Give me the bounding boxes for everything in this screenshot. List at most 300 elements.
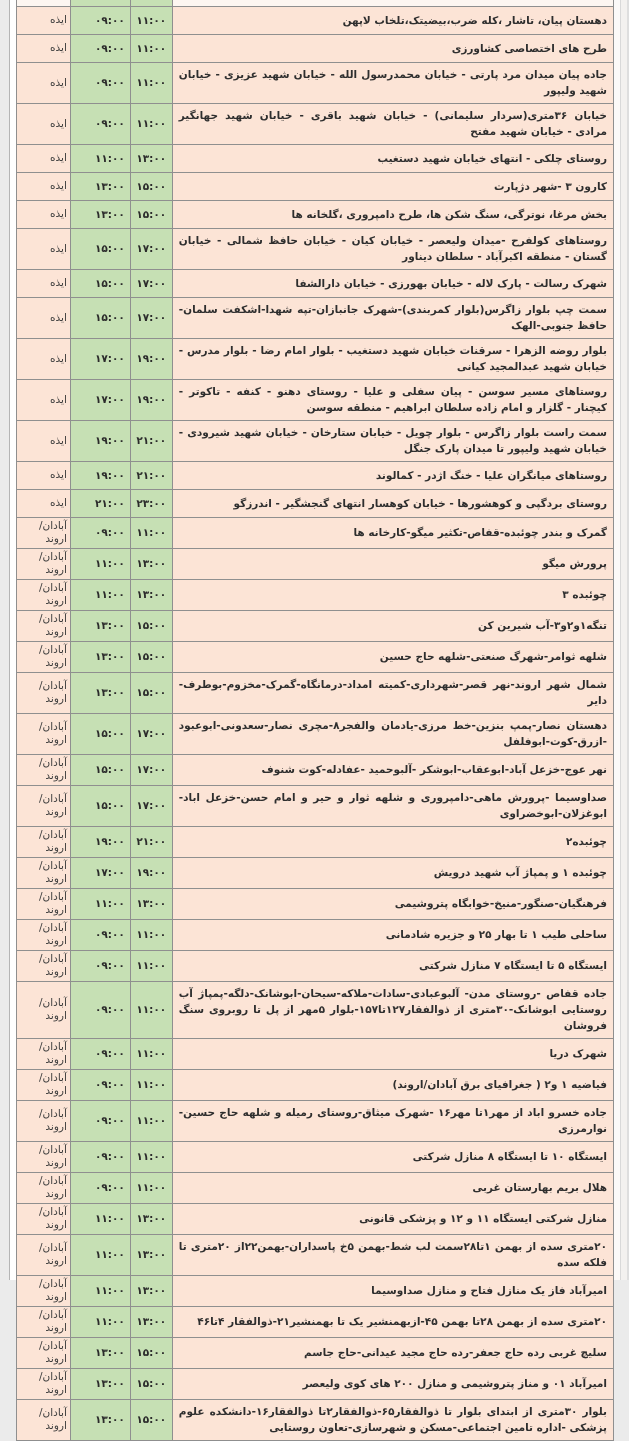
area-cell <box>173 7 614 34</box>
end-time-cell <box>131 339 173 379</box>
area-cell <box>173 1039 614 1069</box>
start-time-cell <box>71 1276 131 1306</box>
area-label: ساحلی طیب ۱ تا بهار ۲۵ و جزیره شادمانی <box>385 929 607 941</box>
city-cell <box>17 1400 71 1440</box>
end-time-label: ۲۱:۰۰ <box>136 469 167 482</box>
city-label: آبادان/اروند <box>39 644 67 669</box>
city-cell <box>17 63 71 103</box>
city-label: ایذه <box>50 469 67 481</box>
end-time-cell <box>131 951 173 981</box>
area-cell <box>173 104 614 144</box>
end-time-label: ۱۷:۰۰ <box>136 764 167 776</box>
start-time-label: ۱۹:۰۰ <box>94 435 125 447</box>
end-time-label: ۱۱:۰۰ <box>136 1048 167 1060</box>
start-time-cell <box>71 35 131 62</box>
start-time-cell <box>71 1173 131 1203</box>
table-row <box>17 642 614 673</box>
start-time-label: ۱۱:۰۰ <box>94 1213 125 1225</box>
city-cell <box>17 339 71 379</box>
end-time-cell <box>131 298 173 338</box>
area-cell <box>173 518 614 548</box>
city-label: آبادان/اروند <box>39 1041 67 1066</box>
table-row <box>17 380 614 421</box>
table-row <box>17 63 614 104</box>
end-time-label: ۱۳:۰۰ <box>136 589 167 601</box>
city-cell <box>17 1338 71 1368</box>
table-row <box>17 1235 614 1276</box>
end-time-cell <box>131 7 173 34</box>
area-label: گمرک و بندر چوئبده-قفاص-تکثیر میگو-کارخانه ها <box>353 527 607 539</box>
table-rows <box>17 7 614 1441</box>
start-time-cell <box>71 490 131 517</box>
end-time-cell <box>131 1400 173 1440</box>
end-time-cell <box>131 380 173 420</box>
start-time-cell <box>71 786 131 826</box>
start-time-cell <box>71 889 131 919</box>
end-time-label: ۱۱:۰۰ <box>136 42 167 55</box>
area-label: ۲۰متری سده از بهمن ۲۸تا بهمن ۴۵-ازبهمنشیر یک تا بهمنشیر۲۱-ذوالفقار ۴تا۴۶ <box>197 1316 607 1328</box>
area-cell <box>173 786 614 826</box>
start-time-cell <box>71 1369 131 1399</box>
start-time-label: ۱۵:۰۰ <box>94 728 125 740</box>
start-time-cell <box>71 229 131 269</box>
end-time-label: ۱۷:۰۰ <box>136 800 167 812</box>
end-time-cell <box>131 858 173 888</box>
start-time-label: ۱۳:۰۰ <box>94 1347 125 1359</box>
city-label: آبادان/اروند <box>39 551 67 576</box>
area-label: ایستگاه ۱۰ تا ایستگاه ۸ منازل شرکتی <box>412 1151 607 1163</box>
end-time-label: ۱۷:۰۰ <box>136 243 167 255</box>
start-time-label: ۱۵:۰۰ <box>94 800 125 812</box>
start-time-label: ۰۹:۰۰ <box>94 42 125 55</box>
end-time-label: ۱۱:۰۰ <box>136 118 167 130</box>
end-time-label: ۱۳:۰۰ <box>136 1316 167 1328</box>
city-label: ایذه <box>50 434 67 447</box>
end-time-cell <box>131 145 173 172</box>
city-label: ایذه <box>50 393 67 406</box>
start-time-label: ۰۹:۰۰ <box>94 14 125 27</box>
table-row <box>17 1204 614 1235</box>
start-time-cell <box>71 580 131 610</box>
area-label: دهستان پیان، تاشار ،کله ضرب،بیضیتک،تلخاب لاپهن <box>342 14 607 27</box>
table-row <box>17 298 614 339</box>
area-label: هلال بریم بهارستان غربی <box>472 1182 607 1194</box>
area-cell <box>173 490 614 517</box>
start-time-cell <box>71 549 131 579</box>
start-time-cell <box>71 1338 131 1368</box>
end-time-cell <box>131 1070 173 1100</box>
table-row <box>17 889 614 920</box>
start-time-cell <box>71 714 131 754</box>
start-time-label: ۱۹:۰۰ <box>94 469 125 482</box>
area-cell <box>173 642 614 672</box>
area-cell <box>173 1338 614 1368</box>
start-time-label: ۰۹:۰۰ <box>94 1115 125 1127</box>
area-label: صداوسیما -پرورش ماهی-دامپروری و شلهه ثوار و حیر و امام حسن-خزعل اباد-ابوغزلان-ابوخضراوی <box>178 792 607 820</box>
city-label: ایذه <box>50 277 67 289</box>
end-time-cell <box>131 1276 173 1306</box>
area-cell <box>173 920 614 950</box>
city-label: آبادان/اروند <box>39 680 67 705</box>
area-cell <box>173 1307 614 1337</box>
table-row <box>17 421 614 462</box>
city-cell <box>17 35 71 62</box>
area-cell <box>173 889 614 919</box>
area-label: کارون ۳ -شهر دژپارت <box>493 180 607 193</box>
city-cell <box>17 827 71 857</box>
area-cell <box>173 673 614 713</box>
city-cell <box>17 380 71 420</box>
city-label: آبادان/اروند <box>39 997 67 1022</box>
start-time-cell <box>71 982 131 1038</box>
start-time-label: ۰۹:۰۰ <box>94 527 125 539</box>
area-cell <box>173 145 614 172</box>
table-row <box>17 1101 614 1142</box>
end-time-label: ۱۳:۰۰ <box>136 558 167 570</box>
area-label: شمال شهر اروند-نهر قصر-شهرداری-کمیته امداد-درمانگاه-گمرک-مخزوم-بوطرف-دایر <box>178 679 607 707</box>
city-cell <box>17 755 71 785</box>
start-time-cell <box>71 951 131 981</box>
end-time-label: ۱۹:۰۰ <box>136 394 167 406</box>
area-label: سمت چپ بلوار زاگرس(بلوار کمربندی)-شهرک جانبازان-تپه شهدا-اشکفت سلمان-حافظ جنوبی-الهک <box>178 304 607 332</box>
area-cell <box>173 201 614 228</box>
area-label: شهرک رسالت - پارک لاله - خیابان بهورزی - خیابان دارالشفا <box>295 277 607 290</box>
area-label: روستاهای مسیر سوسن - پیان سفلی و علیا - روستای دهنو - کنفه - تاکوتر - کیچنار - گلزار و امام زاده سلطان ابراهیم - منطقه سوسن <box>178 386 607 414</box>
area-label: بلوار ۳۰متری از ابتدای بلوار تا ذوالفقار۶۵-ذوالفقار۲تا ذوالفقار۱۶-دانشکده علوم پزشکی -اداره تامین اجتماعی-مسکن و شهرسازی-تعاون روستایی <box>178 1406 607 1434</box>
area-label: چوئبده ۱ و پمپاژ آب شهید درویش <box>433 867 607 879</box>
end-time-label: ۱۱:۰۰ <box>136 77 167 89</box>
table-row <box>17 173 614 201</box>
table-row <box>17 104 614 145</box>
end-time-label: ۱۱:۰۰ <box>136 1004 167 1016</box>
area-cell <box>173 0 614 6</box>
area-cell <box>173 339 614 379</box>
city-cell <box>17 920 71 950</box>
area-label: بخش مرغا، نوترگی، سنگ شکن ها، طرح دامپروری ،گلخانه ها <box>291 208 607 221</box>
start-time-label: ۲۱:۰۰ <box>94 497 125 510</box>
city-cell <box>17 421 71 461</box>
city-label: ایذه <box>50 242 67 255</box>
end-time-label: ۱۱:۰۰ <box>136 960 167 972</box>
start-time-label: ۱۵:۰۰ <box>94 243 125 255</box>
city-cell <box>17 145 71 172</box>
start-time-label: ۱۱:۰۰ <box>94 1285 125 1297</box>
city-label: آبادان/اروند <box>39 1340 67 1365</box>
end-time-cell <box>131 1235 173 1275</box>
start-time-cell <box>71 1235 131 1275</box>
end-time-label: ۲۱:۰۰ <box>136 435 167 447</box>
city-label: ایذه <box>50 42 67 54</box>
city-label: ایذه <box>50 208 67 220</box>
start-time-cell <box>71 642 131 672</box>
table-row <box>17 827 614 858</box>
end-time-label: ۱۱:۰۰ <box>136 527 167 539</box>
end-time-label: ۱۱:۰۰ <box>136 1115 167 1127</box>
city-cell <box>17 173 71 200</box>
table-row <box>17 1173 614 1204</box>
start-time-cell <box>71 673 131 713</box>
start-time-cell <box>71 1039 131 1069</box>
city-label: آبادان/اروند <box>39 1144 67 1169</box>
city-label: آبادان/اروند <box>39 520 67 545</box>
end-time-label: ۱۵:۰۰ <box>136 651 167 663</box>
city-cell <box>17 642 71 672</box>
end-time-cell <box>131 270 173 297</box>
area-label: تنگه۱و۲و۳-آب شیرین کن <box>478 620 607 632</box>
start-time-cell <box>71 201 131 228</box>
start-time-label: ۱۱:۰۰ <box>94 589 125 601</box>
end-time-cell <box>131 173 173 200</box>
start-time-label: ۱۹:۰۰ <box>94 836 125 848</box>
end-time-cell <box>131 229 173 269</box>
table-row <box>17 1142 614 1173</box>
end-time-cell <box>131 982 173 1038</box>
area-label: منازل شرکتی ایستگاه ۱۱ و ۱۲ و پزشکی قانونی <box>359 1213 607 1225</box>
area-cell <box>173 1369 614 1399</box>
city-cell <box>17 1173 71 1203</box>
city-cell <box>17 104 71 144</box>
area-label: روستای بردگپی و کوهشورها - خیابان کوهسار انتهای گنجشگیر - اندرزگو <box>233 497 607 510</box>
end-time-label: ۲۳:۰۰ <box>136 497 167 510</box>
area-cell <box>173 1101 614 1141</box>
area-cell <box>173 1276 614 1306</box>
city-label: آبادان/اروند <box>39 922 67 947</box>
end-time-label: ۱۳:۰۰ <box>136 1213 167 1225</box>
end-time-label: ۱۵:۰۰ <box>136 1414 167 1426</box>
end-time-cell <box>131 580 173 610</box>
start-time-cell <box>71 145 131 172</box>
end-time-label: ۱۳:۰۰ <box>136 898 167 910</box>
city-cell <box>17 1039 71 1069</box>
city-cell <box>17 462 71 489</box>
city-cell <box>17 201 71 228</box>
start-time-cell <box>71 827 131 857</box>
start-time-label: ۱۱:۰۰ <box>94 152 125 165</box>
start-time-cell <box>71 7 131 34</box>
table-row <box>17 714 614 755</box>
city-cell <box>17 982 71 1038</box>
area-label: جاده قفاص -روستای مدن- آلبوعبادی-سادات-ملاکه-سیحان-ابوشانک-دلگه-پمپاژ آب روستایی ابوشانک-۳۰متری از ذوالفقار۱۲۷تا۱۵۷-بلوار ۵مهر از پل تا روبروی سنگ فروشان <box>178 988 607 1032</box>
table-row <box>17 145 614 173</box>
end-time-cell <box>131 1369 173 1399</box>
area-cell <box>173 173 614 200</box>
end-time-cell <box>131 1338 173 1368</box>
start-time-cell <box>71 1070 131 1100</box>
city-label: ایذه <box>50 352 67 365</box>
area-cell <box>173 63 614 103</box>
end-time-cell <box>131 0 173 6</box>
city-label: آبادان/اروند <box>39 860 67 885</box>
end-time-label: ۱۳:۰۰ <box>136 1285 167 1297</box>
area-label: نهر عوج-خزعل آباد-ابوعقاب-ابوشکر -آلبوحمید -عفادله-کوت شنوف <box>261 764 607 776</box>
end-time-cell <box>131 889 173 919</box>
end-time-label: ۱۵:۰۰ <box>136 620 167 632</box>
end-time-cell <box>131 35 173 62</box>
end-time-cell <box>131 201 173 228</box>
city-label: ایذه <box>50 497 67 509</box>
table-row <box>17 7 614 35</box>
start-time-label: ۰۹:۰۰ <box>94 1151 125 1163</box>
end-time-label: ۲۱:۰۰ <box>136 836 167 848</box>
start-time-label: ۱۳:۰۰ <box>94 180 125 193</box>
table-row <box>17 951 614 982</box>
start-time-label: ۱۷:۰۰ <box>94 867 125 879</box>
area-label: سلیچ غربی رده حاج جعفر-رده حاج مجید عیدانی-حاج جاسم <box>304 1347 607 1359</box>
start-time-cell <box>71 920 131 950</box>
end-time-label: ۱۱:۰۰ <box>136 1151 167 1163</box>
table-row <box>17 580 614 611</box>
city-label: آبادان/اروند <box>39 1108 67 1133</box>
area-label: پرورش میگو <box>542 558 607 570</box>
start-time-label: ۰۹:۰۰ <box>94 118 125 130</box>
start-time-label: ۱۱:۰۰ <box>94 898 125 910</box>
end-time-cell <box>131 1307 173 1337</box>
end-time-label: ۱۱:۰۰ <box>136 1182 167 1194</box>
city-label: آبادان/اروند <box>39 613 67 638</box>
end-time-cell <box>131 920 173 950</box>
end-time-label: ۱۵:۰۰ <box>136 180 167 193</box>
start-time-cell <box>71 380 131 420</box>
end-time-cell <box>131 63 173 103</box>
city-label: ایذه <box>50 76 67 89</box>
end-time-cell <box>131 104 173 144</box>
city-label: آبادان/اروند <box>39 793 67 818</box>
city-label: آبادان/اروند <box>39 1371 67 1396</box>
city-label: ایذه <box>50 311 67 324</box>
area-label: روستاهای میانگران علیا - خنگ اژدر - کمالوند <box>375 469 607 482</box>
table-row <box>17 858 614 889</box>
area-label: شلهه ثوامر-شهرگ صنعتی-شلهه حاج حسین <box>379 651 607 663</box>
city-cell <box>17 0 71 6</box>
area-label: شهرک دریا <box>549 1048 607 1060</box>
start-time-cell <box>71 104 131 144</box>
table-row <box>17 549 614 580</box>
area-cell <box>173 298 614 338</box>
start-time-cell <box>71 611 131 641</box>
area-cell <box>173 380 614 420</box>
end-time-cell <box>131 490 173 517</box>
area-label: جاده پیان میدان مرد پارتی - خیابان محمدرسول الله - خیابان شهید عزیزی - خیابان شهید ولیپور <box>178 69 607 97</box>
schedule-table <box>16 0 614 1441</box>
end-time-cell <box>131 714 173 754</box>
city-cell <box>17 1142 71 1172</box>
end-time-cell <box>131 518 173 548</box>
city-cell <box>17 611 71 641</box>
end-time-cell <box>131 611 173 641</box>
city-label: آبادان/اروند <box>39 829 67 854</box>
start-time-label: ۰۹:۰۰ <box>94 960 125 972</box>
area-label: دهستان نصار-پمپ بنزین-خط مرزی-یادمان والفجر۸-مچری نصار-سعدونی-ابوعبود -ازرق-کوت-ابوفلفل <box>178 720 607 748</box>
city-cell <box>17 1369 71 1399</box>
start-time-label: ۱۵:۰۰ <box>94 312 125 324</box>
end-time-cell <box>131 462 173 489</box>
table-row <box>17 462 614 490</box>
end-time-label: ۱۱:۰۰ <box>136 929 167 941</box>
start-time-cell <box>71 518 131 548</box>
start-time-cell <box>71 1400 131 1440</box>
city-label: آبادان/اروند <box>39 953 67 978</box>
city-cell <box>17 518 71 548</box>
area-label: طرح های اختصاصی کشاورزی <box>451 42 607 55</box>
area-cell <box>173 1235 614 1275</box>
start-time-cell <box>71 1142 131 1172</box>
table-row <box>17 982 614 1039</box>
area-cell <box>173 270 614 297</box>
city-cell <box>17 1204 71 1234</box>
end-time-label: ۱۷:۰۰ <box>136 728 167 740</box>
city-label: آبادان/اروند <box>39 1309 67 1334</box>
table-row <box>17 1307 614 1338</box>
end-time-cell <box>131 642 173 672</box>
start-time-label: ۰۹:۰۰ <box>94 77 125 89</box>
city-cell <box>17 549 71 579</box>
area-cell <box>173 35 614 62</box>
city-cell <box>17 580 71 610</box>
city-label: ایذه <box>50 117 67 130</box>
city-label: آبادان/اروند <box>39 1072 67 1097</box>
start-time-cell <box>71 1307 131 1337</box>
city-cell <box>17 951 71 981</box>
end-time-label: ۱۳:۰۰ <box>136 1249 167 1261</box>
area-cell <box>173 1204 614 1234</box>
end-time-cell <box>131 1173 173 1203</box>
start-time-label: ۱۱:۰۰ <box>94 558 125 570</box>
table-row <box>17 270 614 298</box>
start-time-label: ۱۳:۰۰ <box>94 208 125 221</box>
end-time-label: ۱۵:۰۰ <box>136 1347 167 1359</box>
empty-sheet-column-left <box>9 0 16 1280</box>
start-time-label: ۱۷:۰۰ <box>94 353 125 365</box>
table-row <box>17 1276 614 1307</box>
table-row <box>17 1039 614 1070</box>
table-row <box>17 611 614 642</box>
area-label: بلوار روضه الزهرا - سرقنات خیابان شهید دستغیب - بلوار امام رضا - بلوار مدرس - خیابان شهید عبدالمجید کیانی <box>178 345 607 373</box>
end-time-cell <box>131 1039 173 1069</box>
area-label: ۲۰متری سده از بهمن ۱تا۲۸سمت لب شط-بهمن ۵خ پاسداران-بهمن۲۲از ۲۰متری تا فلکه سده <box>178 1241 607 1269</box>
start-time-label: ۱۷:۰۰ <box>94 394 125 406</box>
table-row <box>17 1338 614 1369</box>
area-label: ایستگاه ۵ تا ایستگاه ۷ منازل شرکتی <box>419 960 607 972</box>
end-time-cell <box>131 827 173 857</box>
area-label: جاده خسرو اباد از مهر۱تا مهر۱۶ -شهرک میثاق-روستای رمیله و شلهه حاج حسین-نوارمرزی <box>178 1107 607 1135</box>
end-time-label: ۱۵:۰۰ <box>136 208 167 221</box>
start-time-cell <box>71 858 131 888</box>
end-time-label: ۱۱:۰۰ <box>136 1079 167 1091</box>
start-time-cell <box>71 173 131 200</box>
city-label: آبادان/اروند <box>39 891 67 916</box>
start-time-label: ۰۹:۰۰ <box>94 1079 125 1091</box>
city-cell <box>17 889 71 919</box>
area-label: فرهنگیان-صنگور-منیخ-خوابگاه پتروشیمی <box>394 898 607 910</box>
area-cell <box>173 827 614 857</box>
area-cell <box>173 229 614 269</box>
area-cell <box>173 580 614 610</box>
table-row <box>17 201 614 229</box>
city-cell <box>17 786 71 826</box>
city-label: آبادان/اروند <box>39 721 67 746</box>
table-row <box>17 786 614 827</box>
end-time-cell <box>131 421 173 461</box>
start-time-label: ۱۵:۰۰ <box>94 764 125 776</box>
start-time-cell <box>71 298 131 338</box>
end-time-label: ۱۷:۰۰ <box>136 277 167 290</box>
area-label: خیابان ۳۶متری(سردار سلیمانی) - خیابان شهید باقری - خیابان شهید جهانگیر مرادی - خیابان شهید مفتح <box>178 110 608 138</box>
start-time-label: ۱۳:۰۰ <box>94 1414 125 1426</box>
city-cell <box>17 858 71 888</box>
city-cell <box>17 1235 71 1275</box>
start-time-label: ۱۵:۰۰ <box>94 277 125 290</box>
start-time-cell <box>71 755 131 785</box>
